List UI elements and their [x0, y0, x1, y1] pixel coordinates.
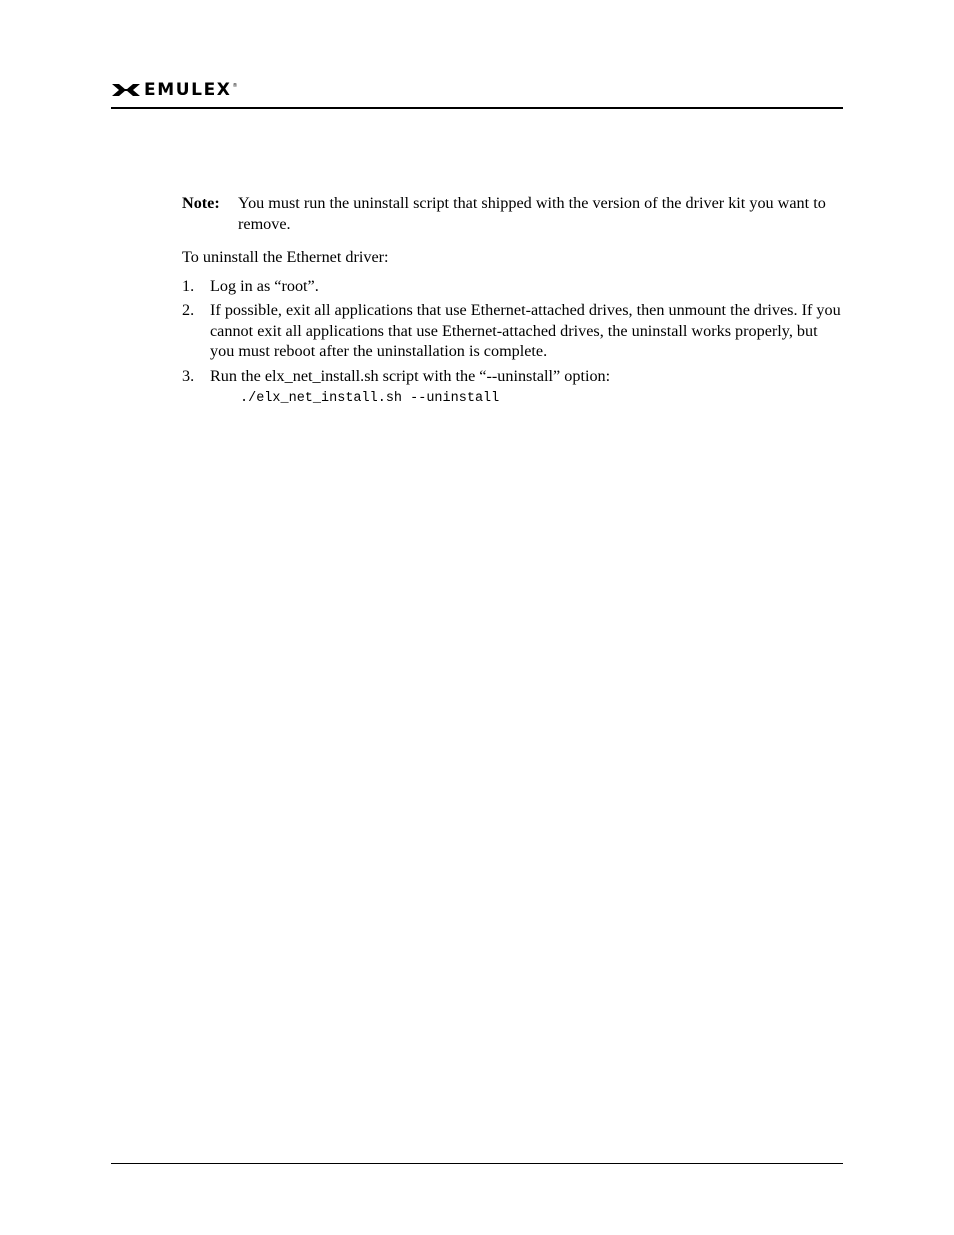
note-text: You must run the uninstall script that shipped with the version of the driver kit you want to remove. [238, 194, 826, 233]
footer-rule [111, 1163, 843, 1164]
header-rule [111, 107, 843, 109]
step-text: Run the elx_net_install.sh script with the “--uninstall” option: [210, 366, 611, 385]
emulex-mark-icon [111, 82, 141, 98]
logo-wordmark: EMULEX [144, 80, 232, 100]
code-sample: ./elx_net_install.sh --uninstall [240, 391, 500, 406]
emulex-logo [111, 80, 238, 100]
intro-paragraph: To uninstall the Ethernet driver: [182, 248, 389, 266]
steps-list [182, 276, 844, 387]
note-label: Note: [182, 194, 220, 212]
list-item [182, 276, 844, 297]
list-item [182, 366, 844, 387]
step-text: Log in as “root”. [210, 276, 319, 295]
step-number: 1. [182, 276, 195, 295]
page-content [182, 193, 844, 408]
list-item [182, 300, 844, 362]
page-header [111, 78, 843, 108]
step-number: 3. [182, 366, 195, 385]
logo-trademark: ® [232, 83, 238, 89]
step-number: 2. [182, 301, 195, 319]
note-block [182, 193, 844, 234]
step-text: If possible, exit all applications that use Ethernet-attached drives, then unmount the drives. If you cannot exit all applications that use Ethernet-attached drives, the uninstall works properly, but you must reboot after the uninstallation is complete. [210, 301, 841, 360]
